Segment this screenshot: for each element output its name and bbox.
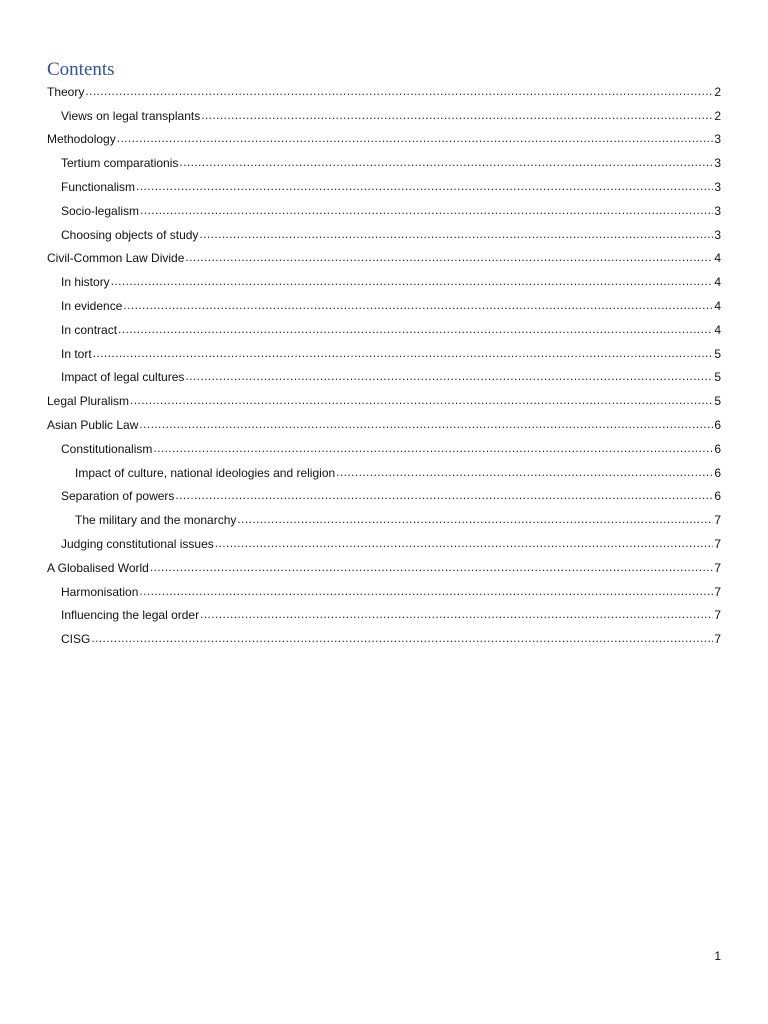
toc-dot-leader bbox=[139, 585, 713, 599]
toc-entry[interactable] bbox=[47, 175, 721, 199]
toc-dot-leader bbox=[150, 561, 713, 575]
table-of-contents bbox=[47, 80, 721, 651]
toc-entry-page[interactable]: 2 bbox=[714, 108, 721, 123]
toc-entry[interactable] bbox=[47, 223, 721, 247]
toc-entry-title[interactable]: Choosing objects of study bbox=[61, 227, 199, 242]
toc-entry-page[interactable]: 6 bbox=[714, 418, 721, 433]
toc-entry[interactable] bbox=[47, 270, 721, 294]
toc-dot-leader bbox=[200, 608, 713, 622]
toc-dot-leader bbox=[136, 180, 713, 194]
toc-entry[interactable] bbox=[47, 151, 721, 175]
toc-entry-title[interactable]: In evidence bbox=[61, 299, 123, 314]
toc-entry-title[interactable]: The military and the monarchy bbox=[75, 513, 237, 528]
toc-entry-title[interactable]: Theory bbox=[47, 84, 85, 99]
toc-entry-page[interactable]: 4 bbox=[714, 299, 721, 314]
toc-entry-title[interactable]: Views on legal transplants bbox=[61, 108, 201, 123]
toc-entry-title[interactable]: Judging constitutional issues bbox=[61, 537, 214, 552]
toc-entry-page[interactable]: 7 bbox=[714, 632, 721, 647]
toc-entry-page[interactable]: 5 bbox=[714, 346, 721, 361]
toc-entry-title[interactable]: Impact of legal cultures bbox=[61, 370, 185, 385]
toc-heading: Contents bbox=[47, 59, 115, 80]
toc-entry-title[interactable]: Separation of powers bbox=[61, 489, 175, 504]
toc-dot-leader bbox=[140, 204, 713, 218]
toc-entry-title[interactable]: In tort bbox=[61, 346, 92, 361]
toc-entry-page[interactable]: 3 bbox=[714, 227, 721, 242]
toc-entry[interactable] bbox=[47, 294, 721, 318]
toc-entry-title[interactable]: In history bbox=[61, 275, 110, 290]
toc-dot-leader bbox=[336, 466, 713, 480]
toc-dot-leader bbox=[85, 85, 713, 99]
toc-dot-leader bbox=[118, 323, 713, 337]
toc-dot-leader bbox=[215, 537, 714, 551]
toc-entry-page[interactable]: 7 bbox=[714, 537, 721, 552]
toc-entry-page[interactable]: 6 bbox=[714, 465, 721, 480]
toc-entry-title[interactable]: CISG bbox=[61, 632, 91, 647]
toc-entry[interactable] bbox=[47, 80, 721, 104]
toc-dot-leader bbox=[237, 513, 713, 527]
toc-dot-leader bbox=[185, 370, 713, 384]
toc-entry[interactable] bbox=[47, 413, 721, 437]
toc-entry-title[interactable]: Influencing the legal order bbox=[61, 608, 200, 623]
toc-dot-leader bbox=[130, 394, 713, 408]
toc-entry-page[interactable]: 6 bbox=[714, 489, 721, 504]
toc-entry-title[interactable]: Impact of culture, national ideologies and religion bbox=[75, 465, 336, 480]
toc-entry-title[interactable]: Socio-legalism bbox=[61, 203, 140, 218]
toc-entry-title[interactable]: Tertium comparationis bbox=[61, 156, 179, 171]
toc-dot-leader bbox=[93, 347, 714, 361]
toc-entry-page[interactable]: 3 bbox=[714, 132, 721, 147]
toc-dot-leader bbox=[139, 418, 713, 432]
toc-entry[interactable] bbox=[47, 318, 721, 342]
toc-entry[interactable] bbox=[47, 128, 721, 152]
toc-entry-page[interactable]: 3 bbox=[714, 180, 721, 195]
toc-entry-title[interactable]: Methodology bbox=[47, 132, 116, 147]
toc-entry[interactable] bbox=[47, 104, 721, 128]
toc-dot-leader bbox=[175, 489, 713, 503]
toc-entry[interactable] bbox=[47, 461, 721, 485]
toc-dot-leader bbox=[185, 251, 713, 265]
toc-entry[interactable] bbox=[47, 532, 721, 556]
toc-entry-page[interactable]: 4 bbox=[714, 275, 721, 290]
toc-entry[interactable] bbox=[47, 580, 721, 604]
toc-entry[interactable] bbox=[47, 556, 721, 580]
toc-entry-page[interactable]: 7 bbox=[714, 584, 721, 599]
toc-dot-leader bbox=[91, 632, 713, 646]
toc-entry-page[interactable]: 5 bbox=[714, 394, 721, 409]
toc-entry-title[interactable]: In contract bbox=[61, 322, 118, 337]
toc-entry[interactable] bbox=[47, 366, 721, 390]
toc-entry-title[interactable]: Harmonisation bbox=[61, 584, 139, 599]
toc-entry-page[interactable]: 2 bbox=[714, 84, 721, 99]
toc-entry[interactable] bbox=[47, 389, 721, 413]
toc-dot-leader bbox=[199, 228, 713, 242]
toc-entry-page[interactable]: 4 bbox=[714, 322, 721, 337]
toc-entry[interactable] bbox=[47, 247, 721, 271]
toc-entry[interactable] bbox=[47, 485, 721, 509]
toc-entry-title[interactable]: Civil-Common Law Divide bbox=[47, 251, 185, 266]
toc-entry-page[interactable]: 7 bbox=[714, 560, 721, 575]
toc-dot-leader bbox=[117, 132, 714, 146]
toc-entry-title[interactable]: A Globalised World bbox=[47, 560, 149, 575]
toc-entry-page[interactable]: 7 bbox=[714, 608, 721, 623]
toc-entry-title[interactable]: Legal Pluralism bbox=[47, 394, 130, 409]
toc-entry[interactable] bbox=[47, 199, 721, 223]
toc-dot-leader bbox=[111, 275, 714, 289]
toc-entry[interactable] bbox=[47, 604, 721, 628]
toc-entry[interactable] bbox=[47, 508, 721, 532]
page-number: 1 bbox=[714, 949, 721, 963]
toc-entry-page[interactable]: 5 bbox=[714, 370, 721, 385]
toc-dot-leader bbox=[201, 109, 713, 123]
toc-entry[interactable] bbox=[47, 342, 721, 366]
toc-entry[interactable] bbox=[47, 437, 721, 461]
toc-entry[interactable] bbox=[47, 627, 721, 651]
toc-entry-page[interactable]: 7 bbox=[714, 513, 721, 528]
toc-dot-leader bbox=[153, 442, 713, 456]
toc-entry-page[interactable]: 3 bbox=[714, 203, 721, 218]
toc-entry-page[interactable]: 6 bbox=[714, 441, 721, 456]
toc-dot-leader bbox=[123, 299, 713, 313]
toc-entry-page[interactable]: 4 bbox=[714, 251, 721, 266]
toc-entry-page[interactable]: 3 bbox=[714, 156, 721, 171]
toc-entry-title[interactable]: Functionalism bbox=[61, 180, 136, 195]
toc-entry-title[interactable]: Constitutionalism bbox=[61, 441, 153, 456]
toc-dot-leader bbox=[179, 156, 713, 170]
toc-entry-title[interactable]: Asian Public Law bbox=[47, 418, 139, 433]
